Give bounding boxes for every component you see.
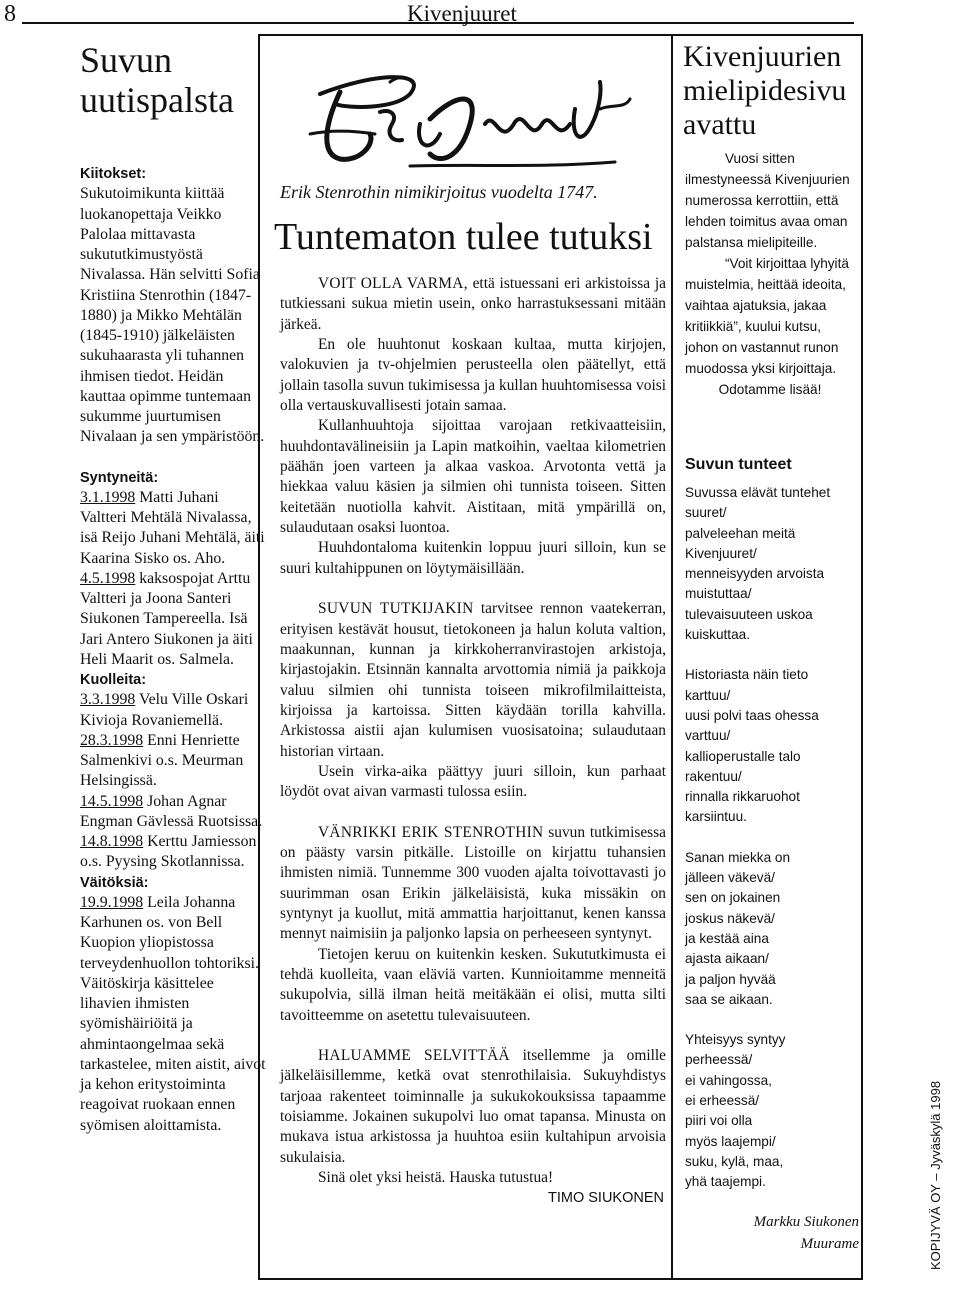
article-body <box>280 274 666 1209</box>
entry-date: 14.5.1998 <box>80 792 144 810</box>
poem-line: palveleehan meitä <box>685 525 796 541</box>
entry-text: Johan Agnar Engman Gävlessä Ruotsissa. <box>80 792 263 830</box>
article-signature: TIMO SIUKONEN <box>547 1190 664 1207</box>
entry-date: 19.9.1998 <box>80 893 144 911</box>
poem-line: tulevaisuuteen uskoa <box>685 606 813 622</box>
paragraph-text: Huuhdontaloma kuitenkin loppuu juuri silloin, kun se suuri kultahippunen on löytymäisillään. <box>280 539 666 577</box>
poem-line: Yhteisyys syntyy <box>685 1032 786 1048</box>
death-entry <box>80 792 266 833</box>
article-paragraph <box>280 823 666 945</box>
paragraph-text: Sinä olet yksi heistä. Hauska tutustua! <box>318 1169 554 1187</box>
invite-text: “Voit kirjoittaa lyhyitä muistelmia, heittää ideoita, vaihtaa ajatuksia, jakaa kritiikkiä”, kuului kutsu, johon on vastannut runon muodossa yksi kirjoittaja. <box>685 256 849 376</box>
poem-line: ja kestää aina <box>685 930 769 946</box>
entry-text: Leila Johanna Karhunen os. von Bell Kuopion yliopistossa terveydenhuollon tohtoriksi. Väitöskirja käsittelee lihavien ihmisten syömishäiriöitä ja ahmintaongelmaa sekä tarkastelee, miten aistit, aivot ja kehon eritystoiminta reagoivat ruokaan ennen syömisen aloittamista. <box>80 893 266 1134</box>
title-line: Suvun <box>80 40 173 80</box>
entry-text: Enni Henriette Salmenkivi o.s. Meurman Helsingissä. <box>80 731 244 790</box>
poem-line: menneisyyden arvoista <box>685 566 825 582</box>
opinion-column <box>673 34 863 1280</box>
thanks-text: Sukutoimikunta kiittää luokanopettaja Veikko Palolaa mittavasta sukututkimustyöstä Nivalassa. Hän selvitti Sofia Kristiina Stenrothin (1847-1880) ja Mikko Mehtälän (1845-1910) jälkeläisten sukuhaarasta yli tuhannen ihmisen tiedot. Heidän kauttaa opimme tuntemaan sukumme juurtumisen Nivalaan ja sen ympäristöön. <box>80 185 265 446</box>
poem-line: uusi polvi taas ohessa <box>685 707 819 723</box>
paragraph-text: että istuessani eri arkistoissa ja tutkiessani sukua mietin usein, onko harrastuksessani mitään järkeä. <box>280 275 666 333</box>
printer-imprint: KOPIJYVÄ OY – Jyväskylä 1998 <box>928 1080 943 1270</box>
author-name: Markku Siukonen <box>753 1214 859 1230</box>
theses-heading: Väitöksiä: <box>80 874 149 891</box>
lead-caps: SUVUN TUTKIJAKIN <box>318 600 474 618</box>
poem-line: piiri voi olla <box>685 1113 753 1129</box>
poem-line: myös laajempi/ <box>685 1133 776 1149</box>
death-entry <box>80 731 266 792</box>
paragraph-text: itsellemme ja omille jälkeläisillemme, ketkä ovat stenrothilaisia. Sukuyhdistys tarjoaa rakenteet toiminnalle ja sukukokouksissa tapaamme toisiamme. Jokainen sukupolvi luo omat tapansa. Minusta on mukava istua arkistossa ja huuhtoa esiin kultahipun arvoisia sukulaisia. <box>280 1047 666 1166</box>
paragraph-text: Kullanhuuhtoja sijoittaa varojaan retkivaatteisiin, huuhdontavälineisiin ja Lapin matkoihin, vaeltaa kilometrien päähän joen varteen ja alkaa vaskoa. Arvotonta vettä ja hiekkaa valuu käsien ja silmien ohi tunnista toiseen. Sitten keitetään nuotiolla kahvit. Aistitaan, mitä ympärillä on, sulaudutaan osaksi luontoa. <box>280 417 666 537</box>
publication-name: Kivenjuuret <box>407 1 517 26</box>
poem-line: ajasta aikaan/ <box>685 951 769 967</box>
article-paragraph <box>280 762 666 803</box>
entry-date: 4.5.1998 <box>80 569 136 587</box>
poem-line: suuret/ <box>685 505 727 521</box>
thanks-heading: Kiitokset: <box>80 166 147 182</box>
poem-stanza <box>685 665 861 827</box>
poem-stanza <box>685 483 861 645</box>
article-headline: Tuntematon tulee tutuksi <box>274 216 653 258</box>
poem <box>685 483 861 1213</box>
paragraph-text: Usein virka-aika päättyy juuri silloin, kun parhaat löydöt ovat aivan varmasti tulossa esiin. <box>280 762 666 801</box>
article-paragraph <box>280 945 666 1026</box>
poem-line: sen on jokainen <box>685 890 781 906</box>
death-entry <box>80 832 266 873</box>
entry-text: Velu Ville Oskari Kivioja Rovaniemellä. <box>80 691 249 729</box>
entry-text: kaksospojat Arttu Valtteri ja Joona Santeri Siukonen Tampereella. Isä Jari Antero Siukonen ja äiti Heli Maarit os. Salmela. <box>80 569 253 668</box>
lead-caps: VOIT OLLA VARMA, <box>318 275 468 292</box>
paragraph-text: Tietojen keruu on kuitenkin kesken. Sukututkimusta ei tehdä kuolleita, vaan eläviä varten. Kunnioitamme menneitä sukupolvia, sillä ilman heitä meitäkään ei olisi, mutta silti tavoitteemme on asetettu tulevaisuuteen. <box>280 945 666 1024</box>
title-line: uutispalsta <box>80 80 234 120</box>
page-number: 8 <box>4 1 16 27</box>
article-paragraph <box>280 416 666 538</box>
signature-image <box>280 54 640 194</box>
entry-date: 28.3.1998 <box>80 731 144 749</box>
poem-stanza <box>685 1030 861 1192</box>
deaths-heading: Kuolleita: <box>80 672 147 688</box>
article-paragraph <box>280 1046 666 1168</box>
entry-date: 3.1.1998 <box>80 488 136 506</box>
poem-line: yhä taajempi. <box>685 1174 766 1190</box>
births-heading: Syntyneitä: <box>80 469 159 486</box>
main-article <box>258 34 673 1280</box>
signature-caption: Erik Stenrothin nimikirjoitus vuodelta 1747. <box>280 182 598 202</box>
birth-entry <box>80 569 266 670</box>
article-paragraph <box>280 599 666 762</box>
author-place: Muurame <box>800 1236 859 1252</box>
poem-line: karsiintuu. <box>685 809 747 825</box>
poem-line: varttuu/ <box>685 728 731 744</box>
poem-line: ei erheessä/ <box>685 1093 760 1109</box>
news-column-title <box>80 40 260 120</box>
lead-caps: HALUAMME SELVITTÄÄ <box>318 1047 510 1065</box>
poem-line: rinnalla rikkaruohot <box>685 789 800 805</box>
paragraph-text: suvun tutkimisessa on päästy varsin pitkälle. Listoille on kirjattu tuhansien ihmisten nimiä. Tunnemme 300 vuoden ajalta toivottavasti jo suurimman osan Erikin jälkeläisistä, kuka missäkin on syntynyt ja kuollut, mitä ammattia harjoittanut, kenen kanssa mennyt naimisiin ja paljonko lapsia on perheeseen syntynyt. <box>280 823 666 943</box>
news-column-text <box>80 164 266 1136</box>
poem-line: kuiskuttaa. <box>685 627 750 643</box>
paragraph-text: tarvitsee rennon vaatekerran, erityisen kestävät housut, tietokoneen ja halun koluta valtion, maakunnan, kunnan ja kirkkoherranvirastojen arkistoja, kirjastojakin. Etsinnän kannalta arvottomia nimiä ja paikkoja valuu silmien ohi tunnista toiseen mikrofilmilaitteista, kirjoissa ja kartoissa. Sitten käydään torilla kahvilla. Arkistossa aistii ajan kulumisen vuosisatoina; sulaudutaan historian virtaan. <box>280 600 666 760</box>
poem-line: Sanan miekka on <box>685 849 791 865</box>
thesis-entry <box>80 893 266 1136</box>
opinion-intro <box>685 148 855 400</box>
poem-line: jälleen väkevä/ <box>685 870 775 886</box>
article-paragraph <box>280 538 666 579</box>
poem-line: Historiasta näin tieto <box>685 667 809 683</box>
poem-line: ei vahingossa, <box>685 1072 772 1088</box>
entry-text: Kerttu Jamiesson o.s. Pyysing Skotlannissa. <box>80 833 257 871</box>
poem-line: karttuu/ <box>685 687 731 703</box>
poem-line: saa se aikaan. <box>685 991 773 1007</box>
lead-caps: VÄNRIKKI ERIK STENROTHIN <box>318 823 544 841</box>
opinion-title: Kivenjuurien mielipidesivu avattu <box>683 40 847 141</box>
poem-line: muistuttaa/ <box>685 586 752 602</box>
header-rule <box>22 22 854 24</box>
birth-entry <box>80 488 266 569</box>
poem-line: Suvussa elävät tuntehet <box>685 485 831 500</box>
article-paragraph <box>280 274 666 335</box>
poem-line: ja paljon hyvää <box>685 971 776 987</box>
entry-date: 14.8.1998 <box>80 833 144 850</box>
article-paragraph <box>280 335 666 416</box>
intro-text: Vuosi sitten ilmestyneessä Kivenjuurien numerossa kerrottiin, että lehden toimitus avaa oman palstansa mielipiteille. <box>685 151 850 250</box>
page-header <box>0 0 960 32</box>
poem-line: perheessä/ <box>685 1052 753 1068</box>
waiting-text: Odotamme lisää! <box>718 382 822 397</box>
poem-line: Kivenjuuret/ <box>685 545 757 561</box>
entry-date: 3.3.1998 <box>80 691 136 709</box>
paragraph-text: En ole huuhtonut koskaan kultaa, mutta kirjojen, valokuvien ja tv-ohjelmien perusteella olen päätellyt, että jollain tasolla suvun tukimisessa ja kullan huuhtomisessa voisi olla vertauskuvallisesti jotain samaa. <box>280 336 666 415</box>
death-entry <box>80 690 266 731</box>
poem-title: Suvun tunteet <box>685 456 792 473</box>
poem-line: joskus näkevä/ <box>685 910 775 926</box>
poem-line: suku, kylä, maa, <box>685 1153 784 1169</box>
news-column <box>63 34 266 1280</box>
poem-stanza <box>685 848 861 1010</box>
poem-line: rakentuu/ <box>685 768 742 784</box>
entry-text: Matti Juhani Valtteri Mehtälä Nivalassa, isä Reijo Juhani Mehtälä, äiti Kaarina Sisko os. Aho. <box>80 488 265 567</box>
poem-line: kallioperustalle talo <box>685 748 801 764</box>
article-paragraph <box>280 1168 666 1188</box>
poem-author <box>679 1211 859 1255</box>
